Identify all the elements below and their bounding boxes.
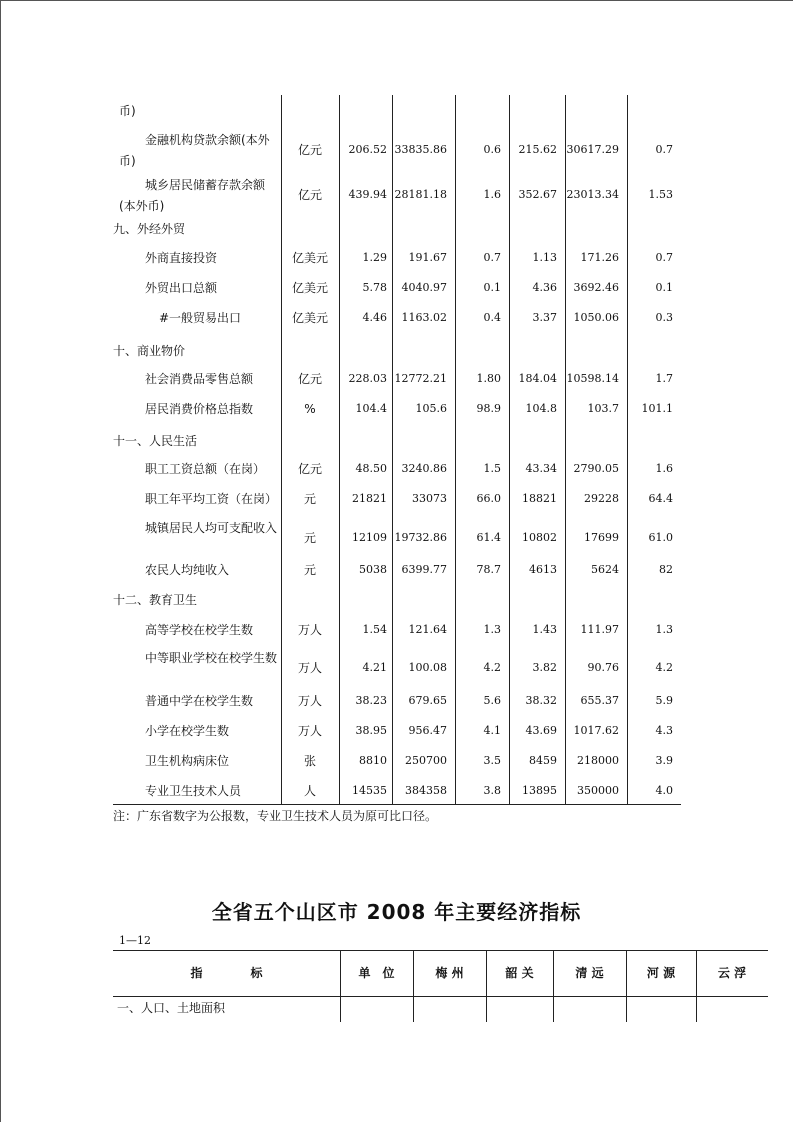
value-cell: 1017.62 bbox=[573, 724, 619, 737]
row-unit: 元 bbox=[303, 531, 316, 545]
value-cell: 184.04 bbox=[518, 372, 557, 385]
value-cell: 14535 bbox=[352, 784, 387, 797]
table-row bbox=[113, 489, 681, 509]
value-cell: 171.26 bbox=[580, 251, 619, 264]
row-unit: 张 bbox=[303, 754, 316, 768]
row-unit: 亿美元 bbox=[291, 311, 328, 325]
value-cell: 90.76 bbox=[587, 661, 619, 674]
row-label: 卫生机构病床位 bbox=[145, 754, 230, 768]
value-cell: 3.9 bbox=[655, 754, 673, 767]
page-top-border bbox=[0, 0, 793, 1]
value-cell: 19732.86 bbox=[394, 531, 447, 544]
table-row bbox=[113, 399, 681, 419]
value-cell: 5.9 bbox=[655, 694, 673, 707]
row-label: 城镇居民人均可支配收入 bbox=[145, 521, 278, 535]
table-row bbox=[113, 248, 681, 268]
value-cell: 228.03 bbox=[348, 372, 387, 385]
value-cell: 679.65 bbox=[408, 694, 447, 707]
value-cell: 1.3 bbox=[483, 623, 501, 636]
header-indicator: 指 标 bbox=[190, 966, 263, 980]
row-unit: 亿元 bbox=[297, 372, 322, 386]
row-label: 职工工资总额（在岗） bbox=[145, 462, 266, 476]
value-cell: 12109 bbox=[352, 531, 387, 544]
value-cell: 1.53 bbox=[648, 188, 673, 201]
value-cell: 43.34 bbox=[525, 462, 557, 475]
value-cell: 3.37 bbox=[532, 311, 557, 324]
value-cell: 0.7 bbox=[655, 251, 673, 264]
table-row bbox=[113, 459, 681, 479]
value-cell: 1.29 bbox=[362, 251, 387, 264]
value-cell: 30617.29 bbox=[566, 143, 619, 156]
value-cell: 6399.77 bbox=[401, 563, 447, 576]
value-cell: 38.23 bbox=[355, 694, 387, 707]
row-label: 城乡居民储蓄存款余额(本外币) bbox=[119, 178, 266, 213]
table-row bbox=[113, 101, 681, 121]
mountain-city-table bbox=[113, 950, 768, 1022]
row-label: 九、外经外贸 bbox=[113, 222, 186, 236]
row-unit: 万人 bbox=[297, 694, 322, 708]
value-cell: 0.3 bbox=[655, 311, 673, 324]
row-unit: 元 bbox=[303, 492, 316, 506]
row-unit: 亿元 bbox=[297, 143, 322, 157]
value-cell: 4.2 bbox=[655, 661, 673, 674]
row-label: 外贸出口总额 bbox=[145, 281, 218, 295]
value-cell: 28181.18 bbox=[394, 188, 447, 201]
value-cell: 48.50 bbox=[355, 462, 387, 475]
value-cell: 10802 bbox=[522, 531, 557, 544]
row-label: 社会消费品零售总额 bbox=[145, 372, 254, 386]
value-cell: 0.1 bbox=[483, 281, 501, 294]
value-cell: 61.0 bbox=[648, 531, 673, 544]
table-row bbox=[113, 648, 681, 688]
row-unit: 亿美元 bbox=[291, 281, 328, 295]
table-row bbox=[113, 278, 681, 298]
row-unit: 亿元 bbox=[297, 462, 322, 476]
page-left-border bbox=[0, 0, 1, 1122]
value-cell: 64.4 bbox=[648, 492, 673, 505]
row-unit: 元 bbox=[303, 563, 316, 577]
value-cell: 100.08 bbox=[408, 661, 447, 674]
value-cell: 206.52 bbox=[348, 143, 387, 156]
value-cell: 0.1 bbox=[655, 281, 673, 294]
row-label: 普通中学在校学生数 bbox=[145, 694, 254, 708]
table-number: 1—12 bbox=[119, 934, 151, 947]
value-cell: 1.54 bbox=[362, 623, 387, 636]
table-row bbox=[113, 620, 681, 640]
value-cell: 104.4 bbox=[355, 402, 387, 415]
row-unit: 亿美元 bbox=[291, 251, 328, 265]
row-label: 居民消费价格总指数 bbox=[145, 402, 254, 416]
value-cell: 350000 bbox=[577, 784, 619, 797]
value-cell: 191.67 bbox=[408, 251, 447, 264]
value-cell: 4.0 bbox=[655, 784, 673, 797]
value-cell: 8810 bbox=[359, 754, 387, 767]
table-row bbox=[113, 721, 681, 741]
row-unit: 万人 bbox=[297, 661, 322, 675]
value-cell: 43.69 bbox=[525, 724, 557, 737]
value-cell: 4613 bbox=[529, 563, 557, 576]
value-cell: 4.2 bbox=[483, 661, 501, 674]
value-cell: 0.7 bbox=[483, 251, 501, 264]
value-cell: 5624 bbox=[591, 563, 619, 576]
value-cell: 352.67 bbox=[518, 188, 557, 201]
value-cell: 1.6 bbox=[483, 188, 501, 201]
value-cell: 3692.46 bbox=[573, 281, 619, 294]
value-cell: 38.32 bbox=[525, 694, 557, 707]
table-row bbox=[113, 751, 681, 771]
value-cell: 0.6 bbox=[483, 143, 501, 156]
section-row-population-land: 一、人口、土地面积 bbox=[117, 1001, 226, 1015]
row-label: 十、商业物价 bbox=[113, 344, 186, 358]
row-label: 小学在校学生数 bbox=[145, 724, 230, 738]
value-cell: 29228 bbox=[584, 492, 619, 505]
value-cell: 101.1 bbox=[641, 402, 673, 415]
value-cell: 0.4 bbox=[483, 311, 501, 324]
value-cell: 38.95 bbox=[355, 724, 387, 737]
row-label: 职工年平均工资（在岗） bbox=[145, 492, 278, 506]
table-row bbox=[113, 781, 681, 801]
table-row bbox=[113, 560, 681, 580]
value-cell: 23013.34 bbox=[566, 188, 619, 201]
value-cell: 66.0 bbox=[476, 492, 501, 505]
value-cell: 98.9 bbox=[476, 402, 501, 415]
value-cell: 3.82 bbox=[532, 661, 557, 674]
value-cell: 78.7 bbox=[476, 563, 501, 576]
value-cell: 10598.14 bbox=[566, 372, 619, 385]
value-cell: 1.43 bbox=[532, 623, 557, 636]
value-cell: 4.36 bbox=[532, 281, 557, 294]
row-label: 中等职业学校在校学生数 bbox=[145, 651, 278, 665]
row-unit: 亿元 bbox=[297, 188, 322, 202]
value-cell: 384358 bbox=[405, 784, 447, 797]
row-label: #一般贸易出口 bbox=[159, 311, 242, 325]
value-cell: 250700 bbox=[405, 754, 447, 767]
header-yunfu: 云 浮 bbox=[717, 966, 747, 980]
header-meizhou: 梅 州 bbox=[435, 966, 464, 980]
table-title: 全省五个山区市 2008 年主要经济指标 bbox=[211, 900, 582, 924]
row-unit: % bbox=[304, 402, 316, 416]
value-cell: 103.7 bbox=[587, 402, 619, 415]
value-cell: 1.5 bbox=[483, 462, 501, 475]
value-cell: 655.37 bbox=[580, 694, 619, 707]
row-unit: 万人 bbox=[297, 724, 322, 738]
value-cell: 1.7 bbox=[655, 372, 673, 385]
row-label: 农民人均纯收入 bbox=[145, 563, 230, 577]
value-cell: 1.80 bbox=[476, 372, 501, 385]
table-row bbox=[113, 691, 681, 711]
table-row bbox=[113, 518, 681, 558]
value-cell: 4040.97 bbox=[401, 281, 447, 294]
value-cell: 18821 bbox=[522, 492, 557, 505]
value-cell: 218000 bbox=[577, 754, 619, 767]
table-note: 注：广东省数字为公报数，专业卫生技术人员为原可比口径。 bbox=[113, 809, 438, 823]
indicator-table bbox=[113, 95, 681, 805]
row-label: 十一、人民生活 bbox=[113, 434, 198, 448]
header-bottom-rule bbox=[113, 996, 768, 997]
value-cell: 5038 bbox=[359, 563, 387, 576]
value-cell: 61.4 bbox=[476, 531, 501, 544]
row-label: 外商直接投资 bbox=[145, 251, 218, 265]
table-row bbox=[113, 369, 681, 389]
row-label: 金融机构贷款余额(本外币) bbox=[119, 133, 270, 168]
value-cell: 104.8 bbox=[525, 402, 557, 415]
value-cell: 3.8 bbox=[483, 784, 501, 797]
value-cell: 13895 bbox=[522, 784, 557, 797]
header-shaoguan: 韶 关 bbox=[505, 966, 534, 980]
value-cell: 121.64 bbox=[408, 623, 447, 636]
header-unit: 单 位 bbox=[358, 966, 395, 980]
row-unit: 人 bbox=[303, 784, 316, 798]
row-unit: 万人 bbox=[297, 623, 322, 637]
value-cell: 17699 bbox=[584, 531, 619, 544]
row-label: 十二、教育卫生 bbox=[113, 593, 198, 607]
header-heyuan: 河 源 bbox=[646, 966, 676, 980]
value-cell: 33835.86 bbox=[394, 143, 447, 156]
table-row bbox=[113, 341, 681, 361]
value-cell: 111.97 bbox=[580, 623, 619, 636]
value-cell: 215.62 bbox=[518, 143, 557, 156]
value-cell: 956.47 bbox=[408, 724, 447, 737]
value-cell: 2790.05 bbox=[573, 462, 619, 475]
value-cell: 1.6 bbox=[655, 462, 673, 475]
value-cell: 21821 bbox=[352, 492, 387, 505]
value-cell: 12772.21 bbox=[394, 372, 447, 385]
row-label: 币) bbox=[119, 104, 136, 118]
value-cell: 4.3 bbox=[655, 724, 673, 737]
table-row bbox=[113, 308, 681, 328]
value-cell: 439.94 bbox=[348, 188, 387, 201]
value-cell: 4.21 bbox=[362, 661, 387, 674]
table-row bbox=[113, 590, 681, 610]
value-cell: 1050.06 bbox=[573, 311, 619, 324]
value-cell: 1.3 bbox=[655, 623, 673, 636]
table-row bbox=[113, 219, 681, 239]
row-label: 专业卫生技术人员 bbox=[145, 784, 242, 798]
value-cell: 0.7 bbox=[655, 143, 673, 156]
value-cell: 4.46 bbox=[362, 311, 387, 324]
value-cell: 4.1 bbox=[483, 724, 501, 737]
table-row bbox=[113, 431, 681, 451]
value-cell: 3240.86 bbox=[401, 462, 447, 475]
value-cell: 105.6 bbox=[415, 402, 447, 415]
row-label: 高等学校在校学生数 bbox=[145, 623, 254, 637]
value-cell: 33073 bbox=[412, 492, 447, 505]
value-cell: 5.78 bbox=[362, 281, 387, 294]
header-qingyuan: 清 远 bbox=[575, 966, 604, 980]
table-bottom-rule bbox=[113, 804, 681, 805]
value-cell: 5.6 bbox=[483, 694, 501, 707]
value-cell: 1.13 bbox=[532, 251, 557, 264]
value-cell: 1163.02 bbox=[401, 311, 447, 324]
table-row bbox=[113, 130, 681, 170]
table-row bbox=[113, 175, 681, 215]
value-cell: 82 bbox=[659, 563, 673, 576]
value-cell: 8459 bbox=[529, 754, 557, 767]
value-cell: 3.5 bbox=[483, 754, 501, 767]
